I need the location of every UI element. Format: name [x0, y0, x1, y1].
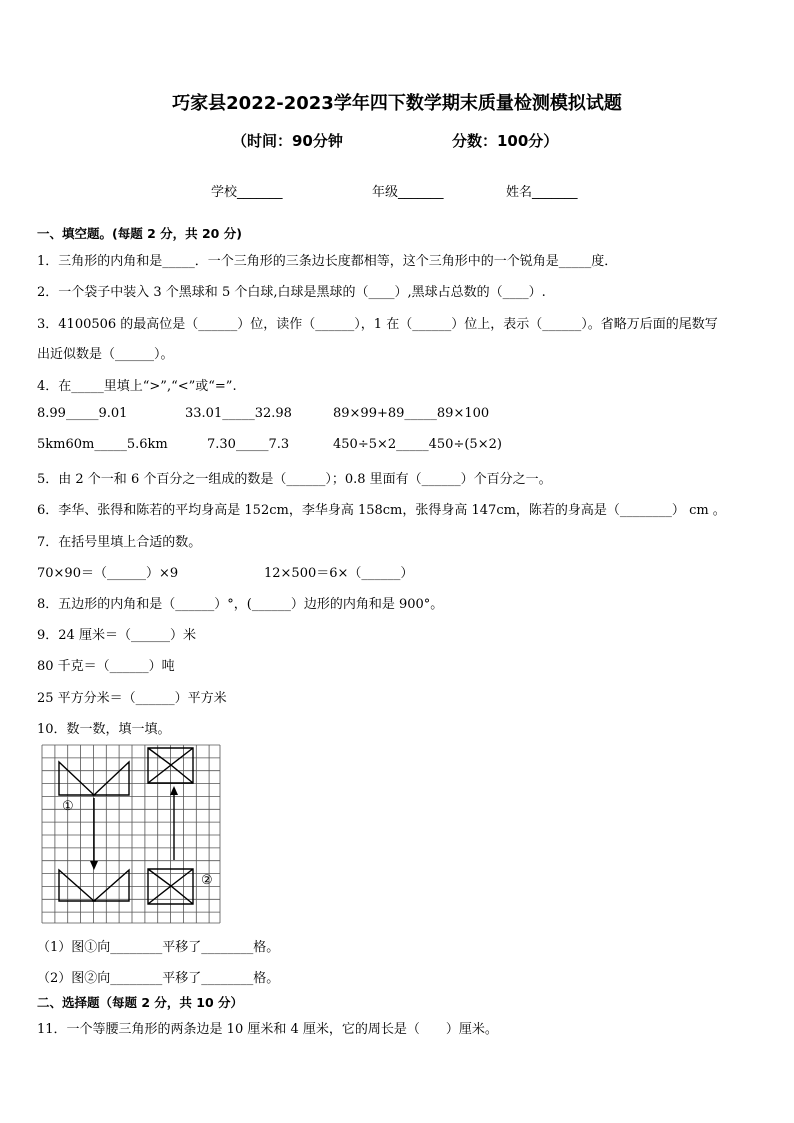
- butterfly-right-wing-bottom: [94, 870, 129, 901]
- q4-item: 450÷5×2_____450÷(5×2): [333, 437, 502, 452]
- arrow-up-head: [170, 786, 178, 795]
- question-10-1: （1）图①向________平移了________格。: [37, 940, 280, 955]
- question-10-2: （2）图②向________平移了________格。: [37, 971, 280, 986]
- q7-item: 70×90＝（______）×9: [37, 566, 179, 581]
- label-fig-2: ②: [201, 873, 213, 888]
- question-5: 5．由 2 个一和 6 个百分之一组成的数是（______）；0.8 里面有（______）个百分之一。: [37, 472, 552, 487]
- question-9c: 25 平方分米＝（______）平方米: [37, 691, 227, 706]
- page-title: 巧家县2022-2023学年四下数学期末质量检测模拟试题: [172, 93, 622, 114]
- question-1: 1．三角形的内角和是_____．一个三角形的三条边长度都相等，这个三角形中的一个锐角是_____度．: [37, 254, 618, 269]
- question-9: 9．24 厘米＝（______）米: [37, 628, 196, 643]
- question-10: 10．数一数，填一填。: [37, 722, 171, 737]
- butterfly-left-wing-bottom: [59, 870, 94, 901]
- section-2-heading: 二、选择题（每题 2 分，共 10 分）: [37, 995, 244, 1010]
- question-3: 3．4100506 的最高位是（______）位，读作（______），1 在（______）位上，表示（______）。省略万后面的尾数写: [37, 317, 718, 332]
- question-2: 2．一个袋子中装入 3 个黑球和 5 个白球,白球是黑球的（____）,黑球占总数的（____）.: [37, 285, 546, 300]
- label-fig-1: ①: [62, 799, 74, 814]
- question-4: 4．在_____里填上“>”,“<”或“=”.: [37, 379, 237, 394]
- translation-figure: [41, 744, 221, 928]
- butterfly-left-wing-top: [59, 762, 94, 795]
- section-1-heading: 一、填空题。(每题 2 分，共 20 分): [37, 226, 242, 241]
- school-field: 学校_______: [211, 185, 283, 200]
- q4-item: 7.30_____7.3: [207, 437, 290, 452]
- question-9b: 80 千克＝（______）吨: [37, 659, 175, 674]
- grade-field: 年级_______: [372, 185, 444, 200]
- q4-item: 89×99+89_____89×100: [333, 406, 490, 421]
- q4-item: 5km60m_____5.6km: [37, 437, 168, 452]
- name-field: 姓名_______: [506, 185, 578, 200]
- question-11: 11．一个等腰三角形的两条边是 10 厘米和 4 厘米，它的周长是（ ）厘米。: [37, 1022, 498, 1037]
- q4-item: 8.99_____9.01: [37, 406, 128, 421]
- question-7: 7．在括号里填上合适的数。: [37, 535, 202, 550]
- score-info: 分数：100分）: [452, 132, 559, 150]
- question-6: 6．李华、张得和陈若的平均身高是 152cm，李华身高 158cm，张得身高 147cm，陈若的身高是（________） cm 。: [37, 503, 726, 518]
- question-8: 8．五边形的内角和是（______）°，(______）边形的内角和是 900°。: [37, 597, 444, 612]
- butterfly-right-wing-top: [94, 762, 129, 795]
- q7-item: 12×500＝6×（______）: [264, 566, 414, 581]
- question-3-cont: 出近似数是（______）。: [37, 347, 174, 362]
- q4-item: 33.01_____32.98: [185, 406, 292, 421]
- time-info: （时间：90分钟: [232, 132, 343, 150]
- grid-figure-svg: [41, 744, 221, 924]
- arrow-down-head: [90, 861, 98, 870]
